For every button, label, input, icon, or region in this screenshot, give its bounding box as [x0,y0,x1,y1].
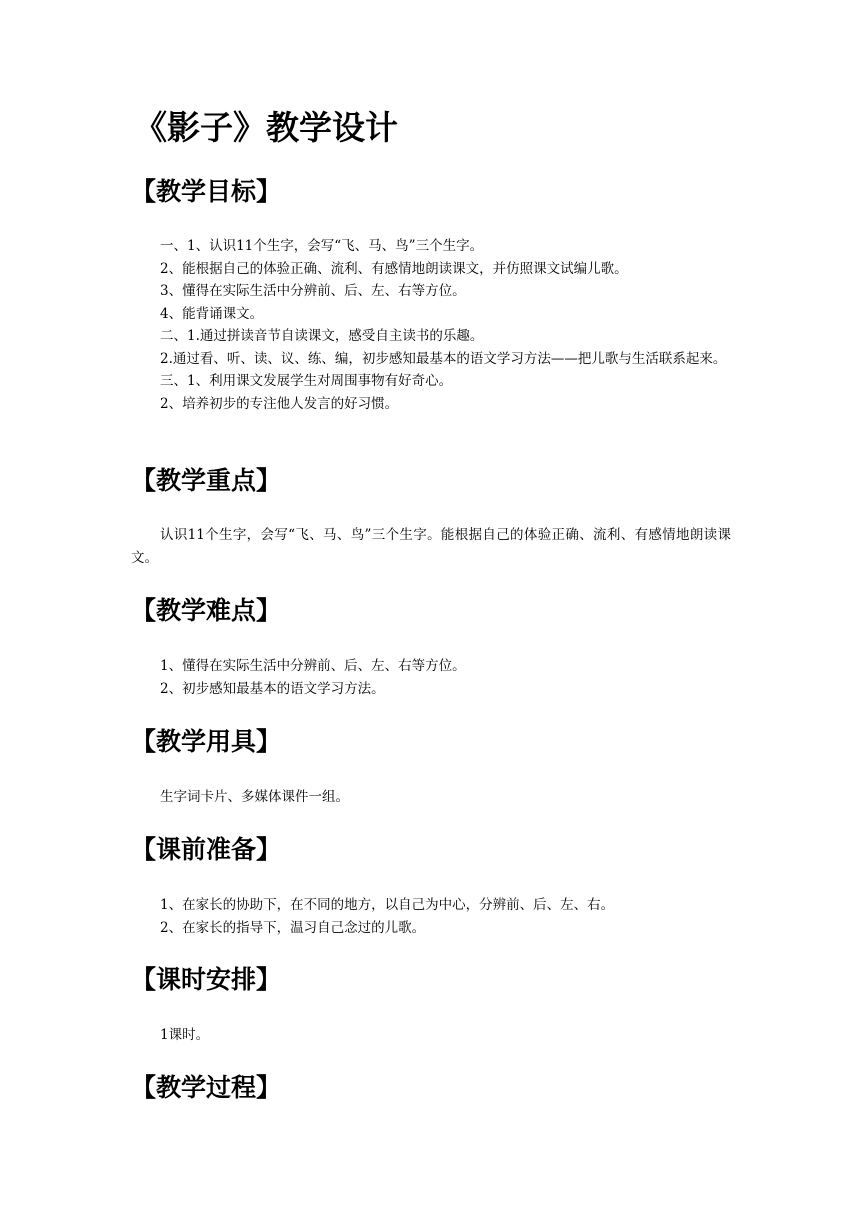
heading-process: 【教学过程】 [131,1073,282,1102]
objective-line: 3、懂得在实际生活中分辨前、后、左、右等方位。 [160,283,466,299]
schedule-line: 1课时。 [160,1027,210,1043]
tools-line: 生字词卡片、多媒体课件一组。 [160,789,349,805]
document-title: 《影子》教学设计 [134,108,398,147]
heading-tools: 【教学用具】 [131,727,282,756]
objective-line: 二、1.通过拼读音节自读课文，感受自主读书的乐趣。 [160,328,484,344]
preparation-list [131,894,731,939]
preparation-line: 1、在家长的协助下，在不同的地方，以自己为中心，分辨前、后、左、右。 [160,897,615,913]
objective-line: 2、培养初步的专注他人发言的好习惯。 [160,395,399,412]
preparation-line: 2、在家长的指导下，温习自己念过的儿歌。 [160,919,426,936]
heading-objectives: 【教学目标】 [131,177,282,206]
key-points-line: 认识11个生字，会写“飞、马、鸟”三个生字。能根据自己的体验正确、流利、有感情地朗读课文。 [131,527,731,566]
difficulties-list [131,655,731,700]
objective-line: 三、1、利用课文发展学生对周围事物有好奇心。 [160,373,453,389]
objective-line: 一、1、认识11个生字，会写“飞、马、鸟”三个生字。 [160,238,484,254]
heading-key-points: 【教学重点】 [131,466,282,495]
heading-difficulties: 【教学难点】 [131,596,282,625]
objective-line: 4、能背诵课文。 [160,305,264,322]
schedule-text [131,1024,731,1047]
heading-schedule: 【课时安排】 [131,965,282,994]
difficulty-line: 1、懂得在实际生活中分辨前、后、左、右等方位。 [160,658,466,674]
objective-line: 2、能根据自己的体验正确、流利、有感情地朗读课文，并仿照课文试编儿歌。 [160,260,628,277]
difficulty-line: 2、初步感知最基本的语文学习方法。 [160,680,385,697]
objectives-list [131,235,731,415]
tools-text [131,786,731,809]
objective-line: 2.通过看、听、读、议、练、编，初步感知最基本的语文学习方法——把儿歌与生活联系起来。 [160,350,727,367]
heading-preparation: 【课前准备】 [131,835,282,864]
key-points-text [131,524,731,569]
